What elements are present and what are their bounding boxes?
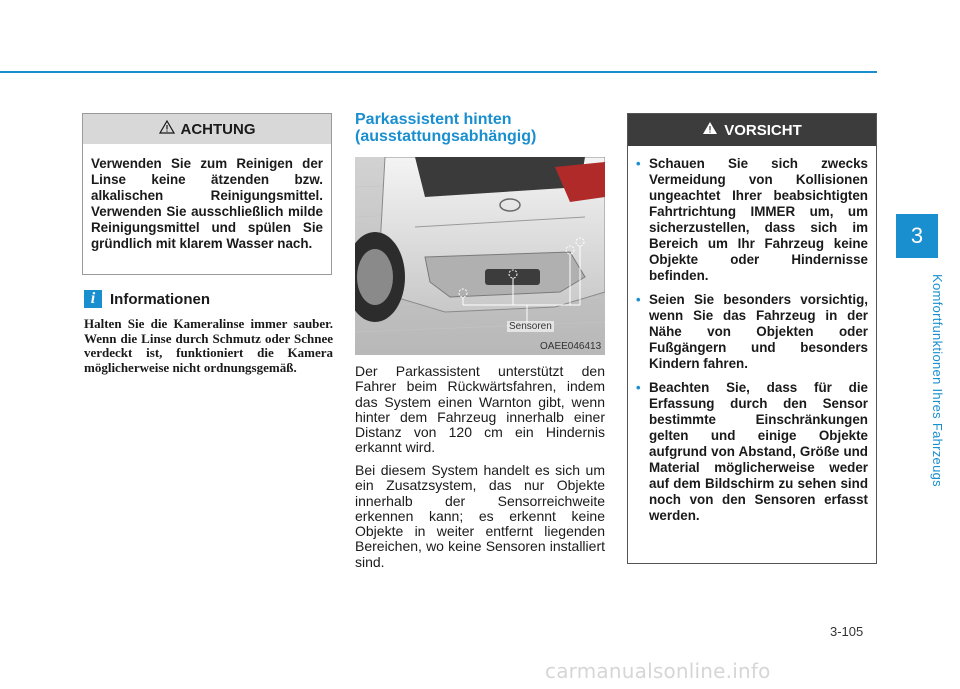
- car-rear-illustration: [355, 157, 605, 355]
- page-number: 3-105: [830, 624, 864, 639]
- vorsicht-title: VORSICHT: [724, 121, 802, 139]
- section-title: [355, 111, 605, 145]
- sensor-label: Sensoren: [509, 321, 552, 332]
- bullet-icon: •: [636, 156, 641, 171]
- bullet-icon: •: [636, 292, 641, 307]
- vorsicht-item: [636, 380, 868, 524]
- info-header: [84, 290, 210, 308]
- vorsicht-item: [636, 292, 868, 372]
- achtung-box: [82, 113, 332, 275]
- achtung-text: Verwenden Sie zum Reinigen der Linse keine ätzenden bzw. alkalischen Reinigungsmittel. Verwenden Sie ausschließlich milde Reinigungsmittel und spülen Sie gründlich mit klarem Wasser nach.: [91, 156, 323, 251]
- bullet-icon: •: [636, 380, 641, 395]
- section-title-line1: Parkassistent hinten: [355, 111, 512, 128]
- chapter-tab: 3: [896, 214, 938, 258]
- info-title: Informationen: [110, 290, 210, 308]
- vorsicht-item-text: Beachten Sie, dass für die Erfassung durch den Sensor bestimmte Einschränkungen gelten und einige Objekte aufgrund von Abstand, Größe und Material möglicherweise weder auf dem Bildschirm zu sehen sind noch von den Sensoren erfasst werden.: [649, 380, 868, 523]
- vorsicht-item-text: Schauen Sie sich zwecks Vermeidung von Kollisionen ungeachtet Ihrer beabsichtigten Fahrtrichtung IMMER um, um sicherzustellen, dass sich im Bereich um Ihr Fahrzeug keine Objekte oder Hindernisse befinden.: [649, 156, 868, 283]
- warning-triangle-icon: [159, 120, 175, 138]
- info-icon: i: [84, 290, 102, 308]
- info-text: Halten Sie die Kameralinse immer sauber. Wenn die Linse durch Schmutz oder Schnee verdeckt ist, funktioniert die Kamera möglicherweise nicht ordnungsgemäß.: [84, 316, 333, 375]
- paragraph-2: Bei diesem System handelt es sich um ein Zusatzsystem, das nur Objekte innerhalb der Sensorreichweite erkennen kann; es erkennt keine Objekte in weiter entfernt liegenden Bereichen, wo keine Sensoren installiert sind.: [355, 462, 605, 570]
- achtung-header: [83, 114, 331, 144]
- warning-triangle-icon: [702, 121, 718, 139]
- vorsicht-item: [636, 156, 868, 284]
- vorsicht-item-text: Seien Sie besonders vorsichtig, wenn Sie das Fahrzeug in der Nähe von Objekten oder Fußgängern und besonders Kindern fahren.: [649, 292, 868, 371]
- section-title-line2: (ausstattungsabhängig): [355, 128, 537, 145]
- paragraph-1: Der Parkassistent unterstützt den Fahrer beim Rückwärtsfahren, indem das System einen Warnton gibt, wenn hinter dem Fahrzeug innerhalb einer Distanz von 120 cm ein Hindernis erkannt wird.: [355, 363, 605, 456]
- vorsicht-box: [627, 113, 877, 564]
- header-rule: [0, 71, 877, 73]
- figure-code: OAEE046413: [540, 341, 602, 352]
- achtung-title: ACHTUNG: [180, 120, 256, 138]
- rear-bumper-figure: [355, 157, 605, 355]
- chapter-title: Komfortfunktionen Ihres Fahrzeugs: [930, 273, 945, 487]
- vorsicht-header: [628, 114, 876, 146]
- vorsicht-list: [628, 146, 876, 524]
- watermark: carmanualsonline.info: [545, 659, 771, 683]
